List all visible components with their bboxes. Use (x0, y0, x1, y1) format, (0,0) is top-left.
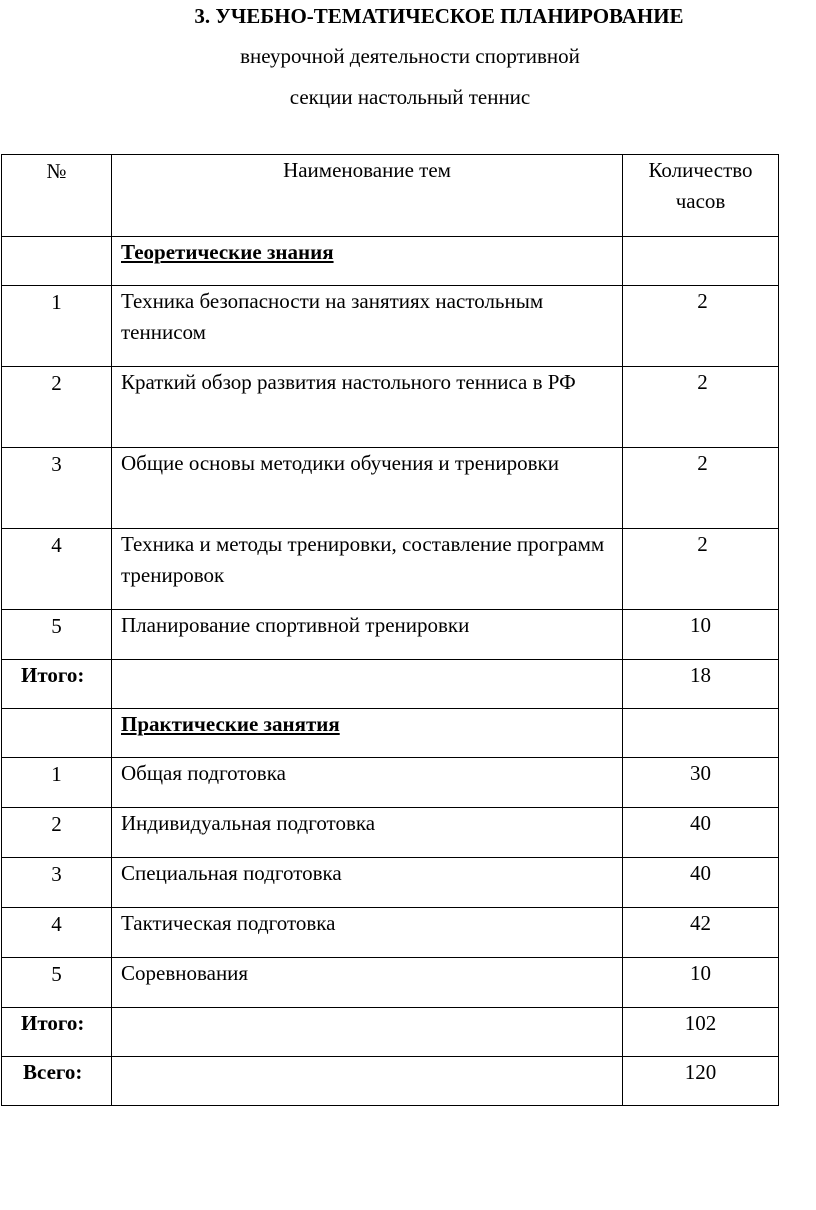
table-row (2, 758, 779, 808)
table-cell-empty (2, 709, 112, 758)
subtotal-value: 102 (623, 1008, 779, 1057)
row-hours-cell (623, 448, 779, 529)
table-cell-empty (623, 237, 779, 286)
table-row (2, 367, 779, 448)
column-header-topic: Наименование тем (112, 155, 623, 237)
table-row (2, 958, 779, 1008)
row-number: 5 (2, 958, 112, 1008)
row-hours: 10 (623, 610, 779, 660)
row-number: 1 (2, 758, 112, 808)
table-row (2, 808, 779, 858)
row-number: 3 (2, 858, 112, 908)
section-row-practice (2, 709, 779, 758)
row-hours: 10 (623, 958, 779, 1008)
section-row-theory (2, 237, 779, 286)
row-hours: 30 (623, 758, 779, 808)
row-hours-cell (623, 529, 779, 610)
row-topic: Тактическая подготовка (112, 908, 623, 958)
row-hours: 40 (623, 808, 779, 858)
table-row (2, 610, 779, 660)
table-row (2, 908, 779, 958)
table-row (2, 858, 779, 908)
table-row (2, 529, 779, 610)
grand-total-value: 120 (623, 1057, 779, 1106)
row-hours: 2 (697, 532, 708, 556)
table-row (2, 286, 779, 367)
row-hours: 40 (623, 858, 779, 908)
subtotal-row-practice (2, 1008, 779, 1057)
table-cell-empty (112, 660, 623, 709)
subtotal-label-cell (2, 660, 112, 709)
row-topic: Общая подготовка (112, 758, 623, 808)
subtotal-label: Итого: (21, 1011, 85, 1035)
row-number: 4 (2, 529, 112, 610)
section-title-practice: Практические занятия (121, 712, 340, 736)
section-cell (112, 709, 623, 758)
document-subtitle-line-1: внеурочной деятельности спортивной (240, 44, 580, 68)
column-header-hours: Количество часов (623, 155, 779, 237)
subtotal-value: 18 (623, 660, 779, 709)
table-row (2, 448, 779, 529)
row-topic: Техника безопасности на занятиях настольным теннисом (112, 286, 623, 367)
section-title-theory: Теоретические знания (121, 240, 334, 264)
row-hours-cell (623, 286, 779, 367)
row-number: 1 (2, 286, 112, 367)
row-hours: 2 (697, 451, 708, 475)
row-hours: 42 (623, 908, 779, 958)
subtotal-row-theory (2, 660, 779, 709)
document-subtitle-line-2: секции настольный теннис (289, 85, 531, 109)
row-number: 2 (2, 367, 112, 448)
grand-total-label: Всего: (23, 1060, 83, 1084)
subtotal-label-cell (2, 1008, 112, 1057)
table-cell-empty (112, 1057, 623, 1106)
row-number: 2 (2, 808, 112, 858)
row-topic: Планирование спортивной тренировки (112, 610, 623, 660)
table-cell-empty (623, 709, 779, 758)
row-number: 3 (2, 448, 112, 529)
table-cell-empty (112, 1008, 623, 1057)
grand-total-row (2, 1057, 779, 1106)
document-title: 3. УЧЕБНО-ТЕМАТИЧЕСКОЕ ПЛАНИРОВАНИЕ (194, 4, 684, 28)
row-topic: Техника и методы тренировки, составление программ тренировок (112, 529, 623, 610)
row-hours: 2 (697, 370, 708, 394)
grand-total-label-cell (2, 1057, 112, 1106)
table-cell-empty (2, 237, 112, 286)
column-header-number: № (2, 155, 112, 237)
row-hours-cell (623, 367, 779, 448)
row-topic: Соревнования (112, 958, 623, 1008)
subtotal-label: Итого: (21, 663, 85, 687)
row-number: 4 (2, 908, 112, 958)
row-topic: Общие основы методики обучения и тренировки (112, 448, 623, 529)
row-topic: Индивидуальная подготовка (112, 808, 623, 858)
curriculum-table (1, 154, 779, 1106)
row-topic: Краткий обзор развития настольного тенниса в РФ (112, 367, 623, 448)
row-number: 5 (2, 610, 112, 660)
section-cell (112, 237, 623, 286)
table-header-row (2, 155, 779, 237)
row-topic: Специальная подготовка (112, 858, 623, 908)
row-hours: 2 (697, 289, 708, 313)
